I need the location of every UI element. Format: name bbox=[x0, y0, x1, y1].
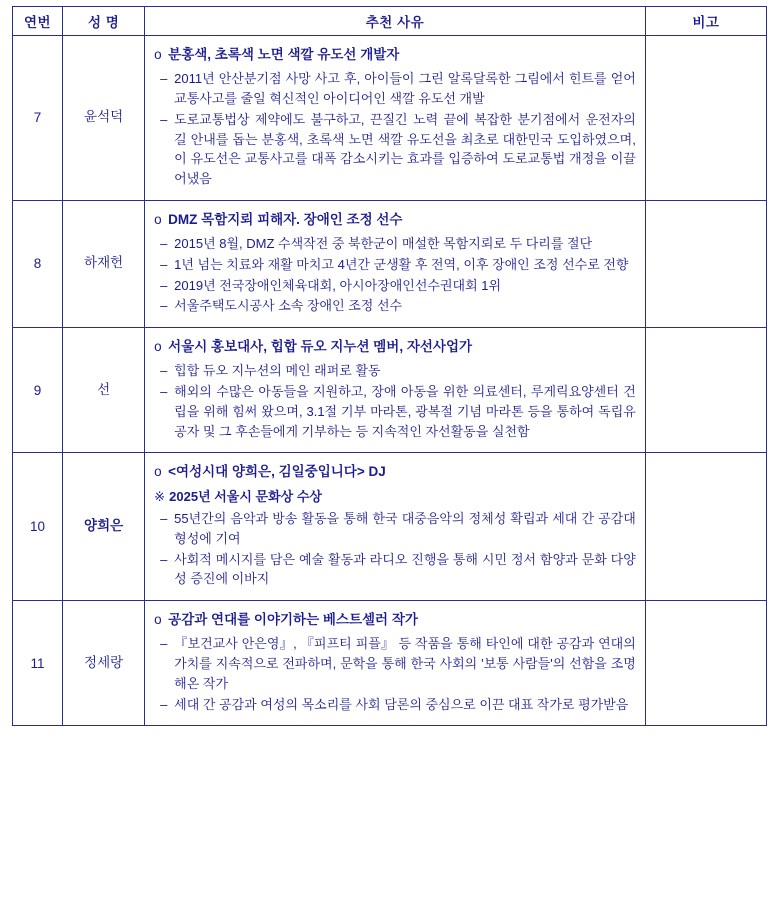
dash-marker-icon: – bbox=[160, 363, 168, 379]
dash-marker-icon: – bbox=[160, 298, 168, 314]
list-item bbox=[154, 361, 636, 381]
row-name: 선 bbox=[63, 328, 145, 453]
row-number: 10 bbox=[13, 453, 63, 601]
list-item bbox=[154, 296, 636, 316]
dash-marker-icon: – bbox=[160, 277, 168, 293]
reason-bullet-list bbox=[154, 69, 636, 189]
list-item-text: 2015년 8월, DMZ 수색작전 중 북한군이 매설한 목함지뢰로 두 다리를 절단 bbox=[174, 236, 593, 251]
row-reason bbox=[145, 601, 646, 726]
column-header-reason: 추천 사유 bbox=[145, 7, 646, 36]
reason-headline-text: 공감과 연대를 이야기하는 베스트셀러 작가 bbox=[168, 612, 418, 627]
list-item-text: 55년간의 음악과 방송 활동을 통해 한국 대중음악의 정체성 확립과 세대 간 공감대 형성에 기여 bbox=[174, 511, 636, 546]
circle-marker-icon: o bbox=[154, 339, 162, 354]
list-item-text: 1년 넘는 치료와 재활 마치고 4년간 군생활 후 전역, 이후 장애인 조정 선수로 전향 bbox=[174, 256, 629, 272]
column-header-no: 연번 bbox=[13, 7, 63, 36]
dash-marker-icon: – bbox=[160, 511, 168, 526]
list-item bbox=[154, 110, 636, 189]
row-note bbox=[645, 36, 766, 201]
list-item-text: 2011년 안산분기점 사망 사고 후, 아이들이 그린 알록달록한 그림에서 힌트를 얻어 교통사고를 줄일 혁신적인 아이디어인 색깔 유도선 개발 bbox=[174, 71, 636, 106]
row-reason bbox=[145, 200, 646, 327]
list-item bbox=[154, 634, 636, 693]
row-note bbox=[645, 453, 766, 601]
dash-marker-icon: – bbox=[160, 384, 168, 399]
column-header-name: 성 명 bbox=[63, 7, 145, 36]
list-item-text: 『보건교사 안은영』, 『피프티 피플』 등 작품을 통해 타인에 대한 공감과 연대의 가치를 지속적으로 전파하며, 문학을 통해 한국 사회의 '보통 사람들'의 선함을 조명해온 작가 bbox=[174, 636, 636, 691]
row-name: 윤석덕 bbox=[63, 36, 145, 201]
row-reason bbox=[145, 453, 646, 601]
row-note bbox=[645, 328, 766, 453]
circle-marker-icon: o bbox=[154, 464, 162, 480]
reason-bullet-list bbox=[154, 634, 636, 714]
list-item bbox=[154, 255, 636, 275]
row-reason bbox=[145, 36, 646, 201]
row-reason bbox=[145, 328, 646, 453]
table-row bbox=[13, 36, 767, 201]
reason-headline bbox=[154, 210, 636, 230]
list-item-text: 서울주택도시공사 소속 장애인 조정 선수 bbox=[174, 298, 403, 314]
reason-headline-text: 분홍색, 초록색 노면 색깔 유도선 개발자 bbox=[168, 47, 400, 62]
list-item bbox=[154, 695, 636, 715]
recommendation-table bbox=[12, 6, 767, 726]
reason-headline-text: <여성시대 양희은, 김일중입니다> DJ bbox=[168, 464, 386, 480]
row-name: 양희은 bbox=[63, 453, 145, 601]
dash-marker-icon: – bbox=[160, 256, 168, 272]
list-item bbox=[154, 509, 636, 549]
dash-marker-icon: – bbox=[160, 696, 168, 712]
reason-headline bbox=[154, 45, 636, 65]
circle-marker-icon: o bbox=[154, 612, 162, 627]
row-note bbox=[645, 601, 766, 726]
dash-marker-icon: – bbox=[160, 71, 168, 87]
row-number: 8 bbox=[13, 200, 63, 327]
circle-marker-icon: o bbox=[154, 211, 162, 227]
list-item-text: 도로교통법상 제약에도 불구하고, 끈질긴 노력 끝에 복잡한 분기점에서 운전자의 길 안내를 돕는 분홍색, 초록색 노면 색깔 유도선을 최초로 대한민국 도입하였으며, 이 유도선은 교통사고를 대폭 감소시키는 효과를 입증하여 도로교통법 개정을 이끌어냈음 bbox=[174, 111, 636, 186]
row-number: 7 bbox=[13, 36, 63, 201]
circle-marker-icon: o bbox=[154, 47, 162, 62]
list-item-text: 세대 간 공감과 여성의 목소리를 사회 담론의 중심으로 이끈 대표 작가로 평가받음 bbox=[174, 696, 629, 712]
dash-marker-icon: – bbox=[160, 551, 168, 567]
reason-bullet-list bbox=[154, 509, 636, 589]
list-item bbox=[154, 69, 636, 109]
list-item bbox=[154, 276, 636, 296]
list-item-text: 사회적 메시지를 담은 예술 활동과 라디오 진행을 통해 시민 정서 함양과 문화 다양성 증진에 이바지 bbox=[174, 551, 636, 587]
list-item bbox=[154, 234, 636, 254]
reason-award-note bbox=[154, 487, 636, 507]
reason-headline bbox=[154, 462, 636, 482]
reason-headline bbox=[154, 337, 636, 357]
row-name: 하재헌 bbox=[63, 200, 145, 327]
reason-headline-text: DMZ 목함지뢰 피해자. 장애인 조정 선수 bbox=[168, 211, 403, 227]
row-number: 11 bbox=[13, 601, 63, 726]
table-row bbox=[13, 601, 767, 726]
column-header-note: 비고 bbox=[645, 7, 766, 36]
reason-bullet-list bbox=[154, 234, 636, 316]
row-name: 정세랑 bbox=[63, 601, 145, 726]
reason-headline-text: 서울시 홍보대사, 힙합 듀오 지누션 멤버, 자선사업가 bbox=[168, 339, 473, 354]
table-row bbox=[13, 328, 767, 453]
reference-marker-icon: ※ bbox=[154, 488, 166, 504]
list-item-text: 힙합 듀오 지누션의 메인 래퍼로 활동 bbox=[174, 363, 381, 379]
table-row bbox=[13, 200, 767, 327]
list-item bbox=[154, 550, 636, 590]
table-row bbox=[13, 453, 767, 601]
list-item bbox=[154, 382, 636, 441]
row-note bbox=[645, 200, 766, 327]
list-item-text: 해외의 수많은 아동들을 지원하고, 장애 아동을 위한 의료센터, 루게릭요양센터 건립을 위해 힘써 왔으며, 3.1절 기부 마라톤, 광복절 기념 마라톤 등을 통하여 독립유공자 및 그 후손들에게 기부하는 등 지속적인 자선활동을 실천함 bbox=[174, 384, 636, 439]
reason-headline bbox=[154, 610, 636, 630]
reason-award-note-text: 2025년 서울시 문화상 수상 bbox=[169, 488, 322, 504]
dash-marker-icon: – bbox=[160, 236, 168, 251]
row-number: 9 bbox=[13, 328, 63, 453]
reason-bullet-list bbox=[154, 361, 636, 441]
table-header-row bbox=[13, 7, 767, 36]
dash-marker-icon: – bbox=[160, 111, 168, 127]
dash-marker-icon: – bbox=[160, 636, 168, 652]
list-item-text: 2019년 전국장애인체육대회, 아시아장애인선수권대회 1위 bbox=[174, 277, 502, 293]
